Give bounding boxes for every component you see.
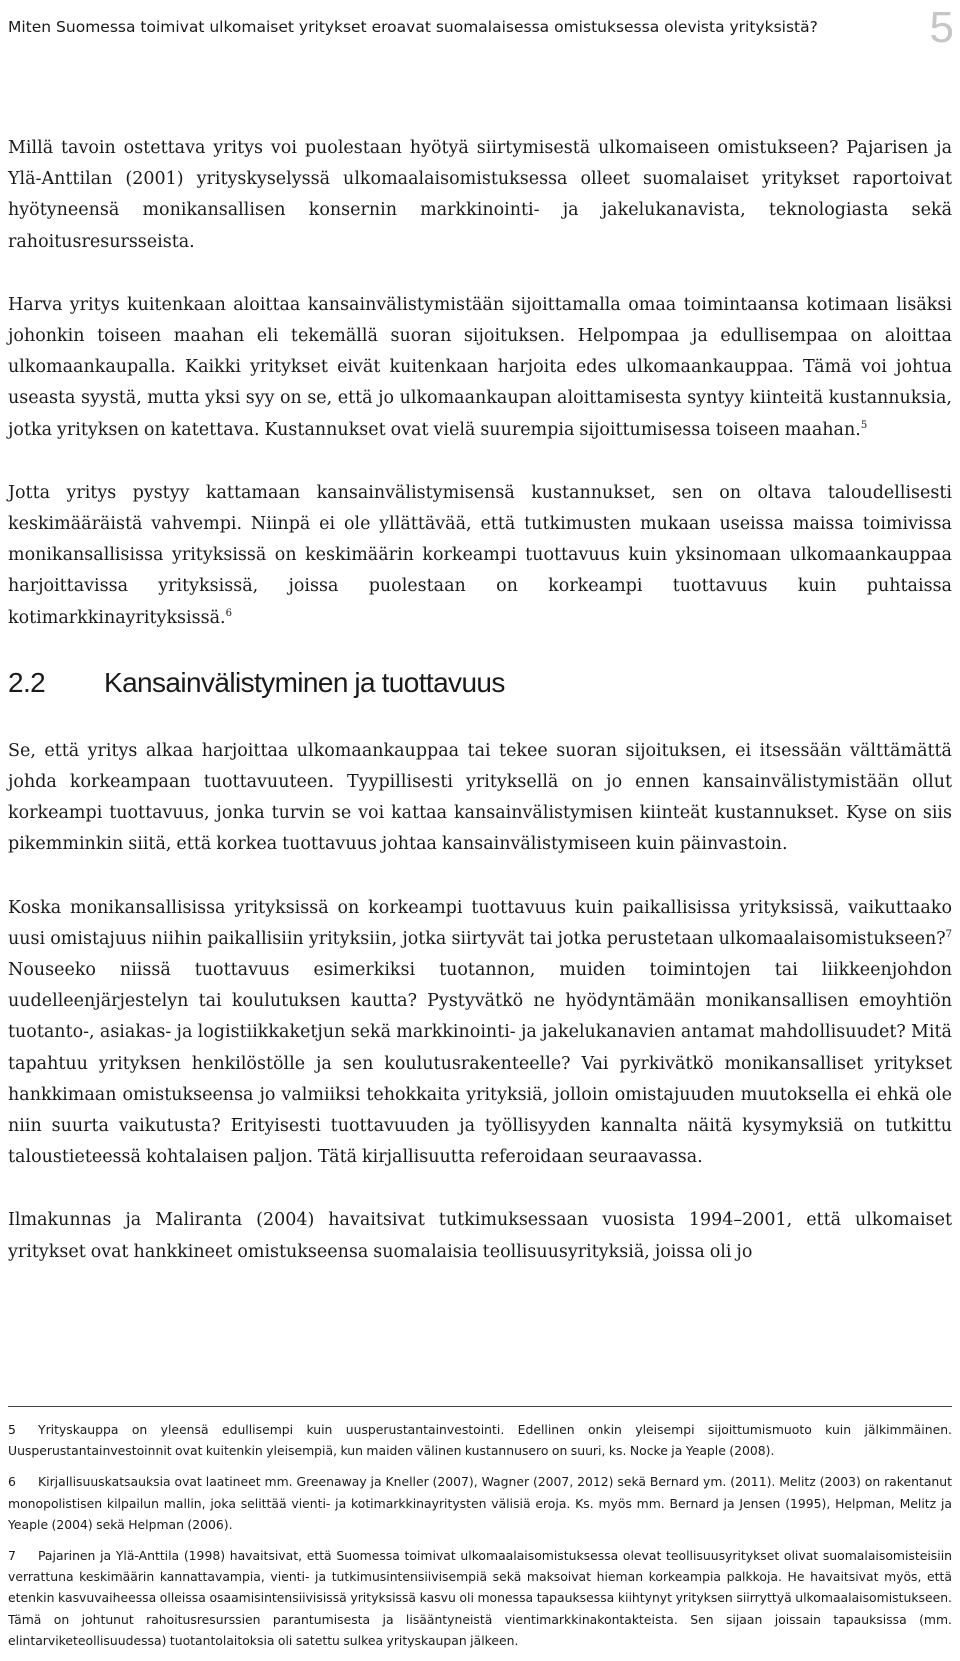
section-number: 2.2 [8, 666, 46, 698]
footnote-ref-5: 5 [860, 419, 868, 431]
paragraph-3-text: Jotta yritys pystyy kattamaan kansainvälistymisensä kustannukset, sen on oltava taloudellisesti keskimääräistä vahvempi. Niinpä ei ole yllättävää, että tutkimusten mukaan useissa maissa toimivissa monikansallisissa yrityksissä on keskimäärin korkeampi tuottavuus kuin yksinomaan ulkomaankauppaa harjoittavissa yrityksissä, joissa puolestaan on korkeampi tuottavuus kuin puhtaissa kotimarkkinayrityksissä. [8, 482, 952, 628]
paragraph-4: Se, että yritys alkaa harjoittaa ulkomaankauppaa tai tekee suoran sijoituksen, ei itsessään välttämättä johda korkeampaan tuottavuuteen. Tyypillisesti yrityksellä on jo ennen kansainvälistymistään ollut korkeampi tuottavuus, jonka turvin se voi kattaa kansainvälistymisen kiinteät kustannukset. Kyse on siis pikemminkin siitä, että korkea tuottavuus johtaa kansainvälistymiseen kuin päinvastoin. [8, 740, 952, 855]
footnote-text: Yrityskauppa on yleensä edullisempi kuin uusperustantainvestointi. Edellinen onkin yleisempi sijoittumismuoto kuin jälkimmäinen. Uusperustantainvestoinnit ovat kuitenkin yleisempiä, kun maiden välinen kustannusero on suuri, ks. Nocke ja Yeaple (2008). [8, 1422, 952, 1459]
footnote-number: 5 [8, 1422, 16, 1437]
footnotes [8, 1406, 952, 1661]
section-title: Kansainvälistyminen ja tuottavuus [104, 666, 505, 698]
footnote-text: Kirjallisuuskatsauksia ovat laatineet mm. Greenaway ja Kneller (2007), Wagner (2007, 2012) sekä Bernard ym. (2011). Melitz (2003) on rakentanut monopolistisen kilpailun mallin, joka selittää vienti- ja kotimarkkinayritysten välisiä eroja. Ks. myös mm. Bernard ja Jensen (1995), Helpman, Melitz ja Yeaple (2004) sekä Helpman (2006). [8, 1474, 952, 1532]
footnote-7 [8, 1545, 952, 1651]
paragraph-5-text-a: Koska monikansallisissa yrityksissä on korkeampi tuottavuus kuin paikallisissa yrityksissä, vaikuttaako uusi omistajuus niihin paikallisiin yrityksiin, jotka siirtyvät tai jotka perustetaan ulkomaalaisomistukseen? [8, 897, 952, 949]
running-header [8, 3, 954, 54]
paragraph-5 [8, 893, 952, 1174]
footnote-number: 7 [8, 1548, 16, 1564]
page-number: 5 [929, 3, 954, 52]
paragraph-2-text: Harva yritys kuitenkaan aloittaa kansainvälistymistään sijoittamalla omaa toimintaansa kotimaan lisäksi johonkin toiseen maahan eli tekemällä suoran sijoituksen. Helpompaa ja edullisempaa on aloittaa ulkomaankaupalla. Kaikki yritykset eivät kuitenkaan harjoita edes ulkomaankauppaa. Tämä voi johtua useasta syystä, mutta yksi syy on se, että jo ulkomaankaupan aloittamisesta syntyy kiinteitä kustannuksia, jotka yrityksen on katettava. Kustannukset ovat vielä suurempia sijoittumisessa toiseen maahan. [8, 294, 952, 440]
running-header-title: Miten Suomessa toimivat ulkomaiset yritykset eroavat suomalaisessa omistuksessa olevista yrityksistä? [8, 18, 818, 36]
paragraph-3 [8, 478, 952, 634]
footnote-ref-6: 6 [225, 607, 232, 619]
footnote-ref-7: 7 [945, 929, 952, 941]
paragraph-5-text-b: Nouseeko niissä tuottavuus esimerkiksi tuotannon, muiden toimintojen tai liikkeenjohdon uudelleenjärjestelyn tai koulutuksen kautta? Pystyvätkö ne hyödyntämään monikansallisen emoyhtiön tuotanto-, asiakas- ja logistiikkaketjun sekä markkinointi- ja jakelukanavien antamat mahdollisuudet? Mitä tapahtuu yrityksen henkilöstölle ja sen koulutusrakenteelle? Vai pyrkivätkö monikansalliset yritykset hankkimaan omistukseensa jo valmiiksi tehokkaita yrityksiä, jolloin omistajuuden muutoksella ei ehkä ole niin suurta vaikutusta? Erityisesti tuottavuuden ja työllisyyden kannalta näitä kysymyksiä on tutkittu taloustieteessä kohtalaisen paljon. Tätä kirjallisuutta referoidaan seuraavassa. [8, 960, 952, 1168]
footnote-text: Pajarinen ja Ylä-Anttila (1998) havaitsivat, että Suomessa toimivat ulkomaalaisomistuksessa olevat teollisuusyritykset olivat suomalaisomisteisiin verrattuna keskimäärin kannattavampia, vienti- ja tutkimusintensiivisempiä sekä maksoivat hieman korkeampia palkkoja. He havaitsivat myös, että etenkin kasvuvaiheessa olleissa osaamisintensiivisissä yrityksissä kasvu oli monessa tapauksessa kiihtynyt yrityksen siirryttyä ulkomaalaisomistukseen. Tämä on johtunut rahoitusresurssien parantumisesta ja lisääntyneistä vientimarkkinakontakteista. Sen sijaan joissain tapauksissa (mm. elintarviketeollisuudessa) tuotantolaitoksia oli satettu sulkea yrityskaupan jälkeen. [8, 1548, 952, 1648]
footnote-number: 6 [8, 1474, 16, 1490]
body-text [8, 133, 952, 1268]
paragraph-6: Ilmakunnas ja Maliranta (2004) havaitsivat tutkimuksessaan vuosista 1994–2001, että ulkomaiset yritykset ovat hankkineet omistukseensa suomalaisia teollisuusyrityksiä, joissa oli jo [8, 1210, 952, 1262]
footnote-6 [8, 1471, 952, 1535]
footnote-5 [8, 1419, 952, 1461]
section-heading [8, 666, 952, 700]
paragraph-2 [8, 290, 952, 446]
paragraph-1: Millä tavoin ostettava yritys voi puolestaan hyötyä siirtymisestä ulkomaiseen omistukseen? Pajarisen ja Ylä-Anttilan (2001) yrityskyselyssä ulkomaalaisomistuksessa olleet suomalaiset yritykset raportoivat hyötyneensä monikansallisen konsernin markkinointi- ja jakelukanavista, teknologiasta sekä rahoitusresursseista. [8, 138, 952, 252]
